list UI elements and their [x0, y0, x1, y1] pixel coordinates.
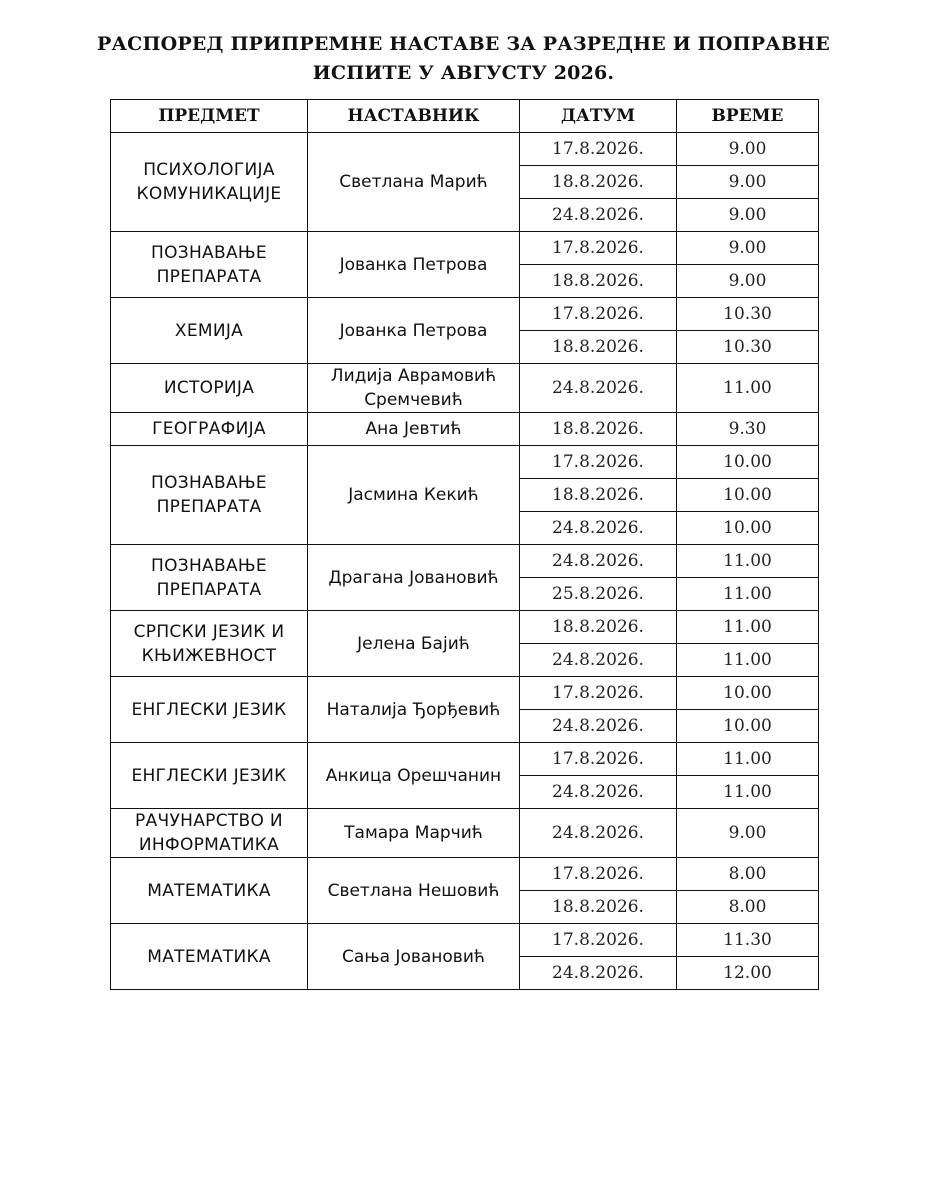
teacher-line: Лидија Аврамовић [330, 366, 497, 386]
subject-cell [111, 232, 308, 298]
header-date: ДАТУМ [520, 100, 677, 133]
date-cell: 24.8.2026. [520, 199, 677, 232]
teacher-line: Ана Јевтић [365, 419, 462, 439]
date-cell: 17.8.2026. [520, 232, 677, 265]
date-cell: 18.8.2026. [520, 166, 677, 199]
subject-line: МАТЕМАТИКА [147, 946, 271, 967]
subject-cell [111, 133, 308, 232]
subject-line: ПРЕПАРАТА [156, 497, 262, 517]
time-cell: 9.00 [677, 232, 819, 265]
subject-line: ПРЕПАРАТА [156, 579, 262, 600]
time-cell: 11.00 [677, 776, 819, 809]
teacher-cell [308, 924, 520, 990]
teacher-cell [308, 364, 520, 413]
teacher-line: Драгана Јовановић [328, 567, 499, 588]
teacher-line: Јованка Петрова [339, 254, 488, 275]
time-cell: 11.00 [677, 364, 819, 413]
teacher-cell [308, 545, 520, 611]
table-row [111, 298, 819, 331]
teacher-line: Тамара Марчић [344, 823, 483, 843]
time-cell: 9.00 [677, 166, 819, 199]
subject-line: ЕНГЛЕСКИ ЈЕЗИК [131, 699, 287, 720]
date-cell: 18.8.2026. [520, 265, 677, 298]
teacher-cell [308, 232, 520, 298]
date-cell: 18.8.2026. [520, 331, 677, 364]
date-cell: 17.8.2026. [520, 677, 677, 710]
teacher-line: Светлана Марић [339, 172, 488, 192]
time-cell: 8.00 [677, 858, 819, 891]
time-cell: 10.30 [677, 298, 819, 331]
date-cell: 18.8.2026. [520, 611, 677, 644]
time-cell: 11.30 [677, 924, 819, 957]
table-row [111, 364, 819, 413]
table-row [111, 413, 819, 446]
time-cell: 11.00 [677, 545, 819, 578]
subject-cell [111, 809, 308, 858]
subject-line: ПОЗНАВАЊЕ [151, 555, 267, 576]
time-cell: 10.30 [677, 331, 819, 364]
teacher-line: Јованка Петрова [339, 320, 488, 341]
time-cell: 11.00 [677, 644, 819, 677]
subject-line: КЊИЖЕВНОСТ [141, 645, 277, 666]
subject-cell [111, 677, 308, 743]
table-row [111, 133, 819, 166]
time-cell: 12.00 [677, 957, 819, 990]
teacher-line: Јелена Бајић [357, 633, 470, 654]
date-cell: 25.8.2026. [520, 578, 677, 611]
teacher-line: Анкица Орешчанин [325, 765, 502, 786]
date-cell: 24.8.2026. [520, 776, 677, 809]
teacher-line: Сремчевић [364, 390, 463, 410]
title-line-1: РАСПОРЕД ПРИПРЕМНЕ НАСТАВЕ ЗА РАЗРЕДНЕ И ПОПРАВНЕ [97, 33, 830, 55]
time-cell: 9.00 [677, 265, 819, 298]
date-cell: 18.8.2026. [520, 413, 677, 446]
table-row [111, 446, 819, 479]
table-row [111, 677, 819, 710]
teacher-cell [308, 809, 520, 858]
subject-line: ЕНГЛЕСКИ ЈЕЗИК [131, 765, 287, 786]
subject-line: ПСИХОЛОГИЈА [143, 160, 275, 180]
date-cell: 24.8.2026. [520, 512, 677, 545]
teacher-line: Јасмина Кекић [348, 485, 479, 505]
subject-cell [111, 924, 308, 990]
subject-line: СРПСКИ ЈЕЗИК И [133, 621, 285, 642]
time-cell: 10.00 [677, 710, 819, 743]
header-subject: ПРЕДМЕТ [111, 100, 308, 133]
date-cell: 24.8.2026. [520, 644, 677, 677]
date-cell: 24.8.2026. [520, 545, 677, 578]
time-cell: 8.00 [677, 891, 819, 924]
time-cell: 9.00 [677, 809, 819, 858]
teacher-cell [308, 298, 520, 364]
subject-cell [111, 743, 308, 809]
teacher-cell [308, 611, 520, 677]
teacher-line: Светлана Нешовић [327, 880, 500, 901]
teacher-cell [308, 858, 520, 924]
teacher-cell [308, 133, 520, 232]
subject-cell [111, 364, 308, 413]
subject-line: МАТЕМАТИКА [147, 880, 271, 901]
date-cell: 17.8.2026. [520, 858, 677, 891]
table-row [111, 858, 819, 891]
header-time: ВРЕМЕ [677, 100, 819, 133]
subject-cell [111, 858, 308, 924]
document-title [0, 30, 927, 88]
table-row [111, 611, 819, 644]
date-cell: 24.8.2026. [520, 809, 677, 858]
date-cell: 24.8.2026. [520, 957, 677, 990]
schedule-table [110, 99, 819, 990]
teacher-cell [308, 743, 520, 809]
time-cell: 10.00 [677, 677, 819, 710]
time-cell: 9.30 [677, 413, 819, 446]
date-cell: 17.8.2026. [520, 298, 677, 331]
date-cell: 17.8.2026. [520, 743, 677, 776]
subject-line: ГЕОГРАФИЈА [152, 419, 266, 439]
header-row [111, 100, 819, 133]
subject-cell [111, 446, 308, 545]
teacher-cell [308, 413, 520, 446]
teacher-cell [308, 446, 520, 545]
time-cell: 11.00 [677, 578, 819, 611]
table-row [111, 232, 819, 265]
date-cell: 24.8.2026. [520, 364, 677, 413]
subject-line: ПОЗНАВАЊЕ [151, 473, 267, 493]
time-cell: 9.00 [677, 199, 819, 232]
date-cell: 17.8.2026. [520, 446, 677, 479]
schedule-body [111, 133, 819, 990]
subject-line: ИСТОРИЈА [163, 378, 255, 398]
time-cell: 9.00 [677, 133, 819, 166]
table-row [111, 545, 819, 578]
subject-line: РАЧУНАРСТВО И [135, 811, 283, 831]
header-teacher: НАСТАВНИК [308, 100, 520, 133]
time-cell: 11.00 [677, 743, 819, 776]
subject-cell [111, 611, 308, 677]
subject-line: ПОЗНАВАЊЕ [151, 242, 267, 263]
date-cell: 17.8.2026. [520, 924, 677, 957]
subject-cell [111, 298, 308, 364]
subject-line: КОМУНИКАЦИЈЕ [136, 184, 282, 204]
teacher-line: Наталија Ђорђевић [326, 699, 501, 720]
date-cell: 17.8.2026. [520, 133, 677, 166]
table-row [111, 809, 819, 858]
time-cell: 11.00 [677, 611, 819, 644]
time-cell: 10.00 [677, 446, 819, 479]
time-cell: 10.00 [677, 479, 819, 512]
subject-line: ХЕМИЈА [174, 320, 244, 341]
subject-line: ИНФОРМАТИКА [138, 835, 280, 855]
teacher-line: Сања Јовановић [342, 946, 485, 967]
table-row [111, 743, 819, 776]
teacher-cell [308, 677, 520, 743]
subject-cell [111, 545, 308, 611]
subject-line: ПРЕПАРАТА [156, 266, 262, 287]
date-cell: 18.8.2026. [520, 479, 677, 512]
date-cell: 24.8.2026. [520, 710, 677, 743]
time-cell: 10.00 [677, 512, 819, 545]
table-row [111, 924, 819, 957]
title-line-2: ИСПИТЕ У АВГУСТУ 2026. [312, 62, 615, 84]
date-cell: 18.8.2026. [520, 891, 677, 924]
subject-cell [111, 413, 308, 446]
